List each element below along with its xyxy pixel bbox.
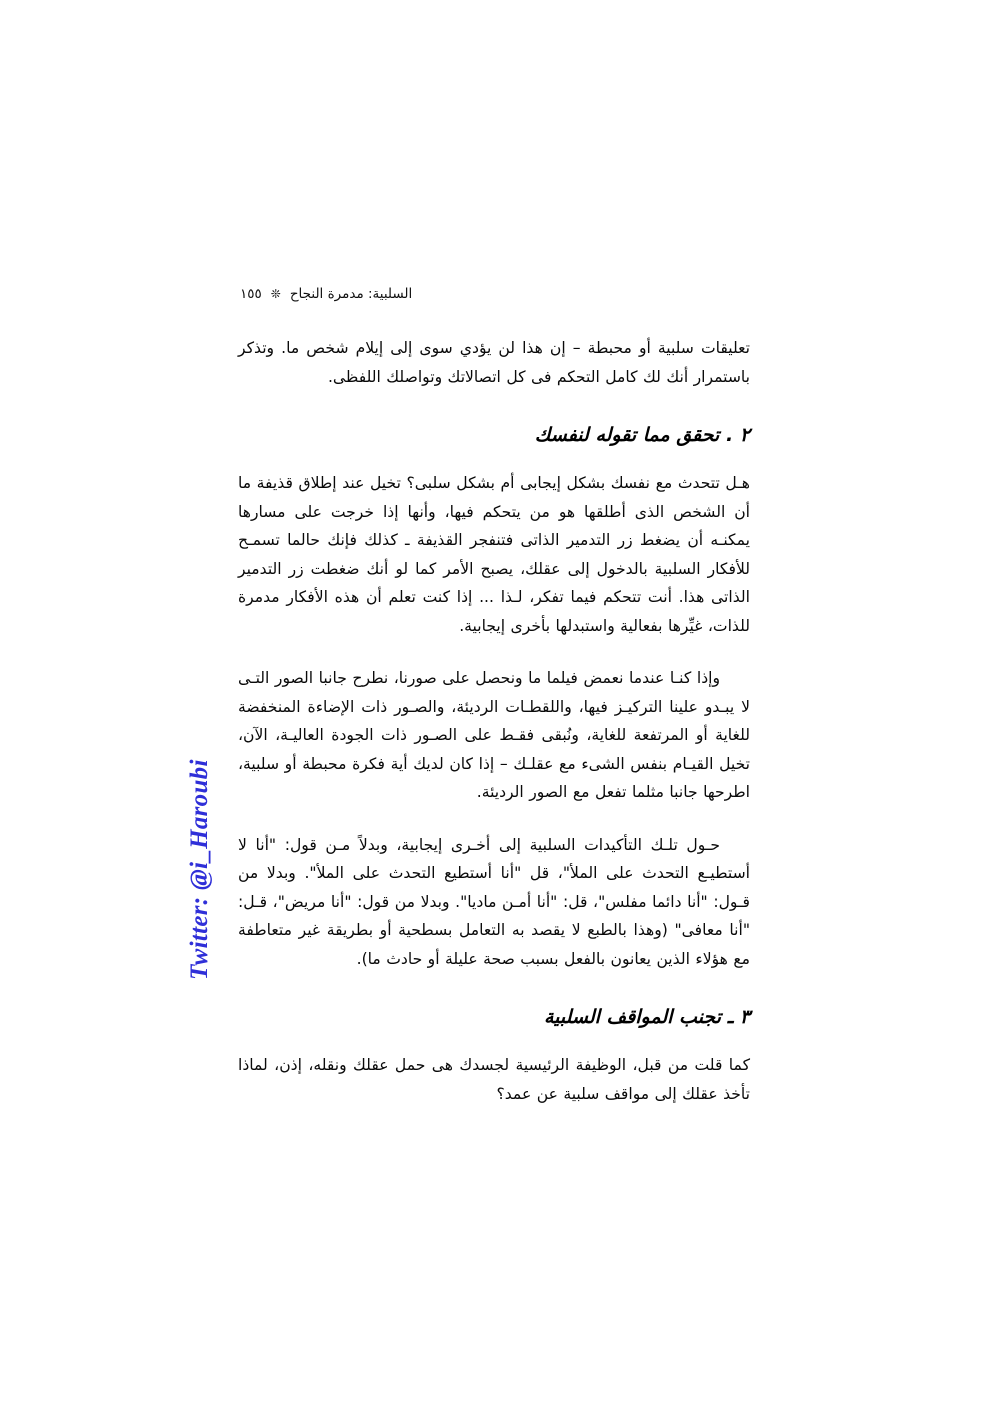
page-number: ١٥٥: [240, 286, 262, 302]
page-content-column: [238, 284, 750, 1108]
running-head: [238, 284, 750, 304]
paragraph-self-talk: هـل تتحدث مع نفسك بشكل إيجابى أم بشكل سلبى؟ تخيل عند إطلاق قذيفة ما أن الشخص الذى أطلقها هو من يتحكم فيها، وأنها إذا خرجت على مسارها يمكنـه أن يضغط زر التدمير الذاتى فتنفجر القذيفة ـ كذلك فإنك حالما تسمـح للأفكار السلبية بالدخول إلى عقلك، يصبح الأمر كما لو أنك ضغطت زر التدمير الذاتى هذا. أنت تتحكم فيما تفكر، لـذا ... إذا كنت تعلم أن هذه الأفكار مدمرة للذات، غيِّرها بفعالية واستبدلها بأخرى إيجابية.: [238, 474, 750, 635]
paragraph-continuation: تعليقات سلبية أو محبطة – إن هذا لن يؤدي سوى إلى إيلام شخص ما. وتذكر باستمرار أنك لك كامل التحكم فى كل اتصالاتك وتواصلك اللفظى.: [238, 339, 750, 386]
flower-ornament-icon: ❊: [270, 287, 281, 301]
section-heading-3: ٣ ـ تجنب المواقف السلبية: [543, 1006, 750, 1028]
running-head-title: السلبية: مدمرة النجاح: [289, 286, 413, 302]
section-heading-2: ٢ . تحقق مما تقوله لنفسك: [534, 424, 750, 446]
paragraph-affirmations: حـول تلـك التأكيدات السلبية إلى أخـرى إيجابية، وبدلاً مـن قول: "أنا لا أستطيـع التحدث على الملأ"، قل "أنا أستطيع التحدث على الملأ". وبدلا من قـول: "أنا دائما مفلس"، قل: "أنا أمـن ماديا". وبدلا من قول: "أنا مريض"، قـل: "أنا معافى" (وهذا بالطبع لا يقصد به التعامل بسطحية أو بطريقة غير متعاطفة مع هؤلاء الذين يعانون بالفعل بسبب صحة عليلة أو حادث ما).: [238, 835, 750, 968]
paragraph-avoid-negative-situations: كما قلت من قبل، الوظيفة الرئيسية لجسدك هى حمل عقلك ونقله، إذن، لماذا تأخذ عقلك إلى مواقف سلبية عن عمد؟: [238, 1056, 750, 1103]
paragraph-photos-analogy: وإذا كنـا عندما نعمض فيلما ما ونحصل على صورنا، نطرح جانبا الصور التـى لا يبـدو علينا التركيـز فيها، واللقطـات الرديئة، والصـور ذات الإضاءة المنخفضة للغاية أو المرتفعة للغاية، ونُبقى فقـط على الصـور ذات الجودة العاليـة، الآن، تخيل القيـام بنفس الشىء مع عقلـك – إذا كان لديك أية فكرة محبطة أو سلبية، اطرحها جانبا مثلما تفعل مع الصور الرديئة.: [238, 669, 750, 801]
twitter-handle-watermark: Twitter: @i_Haroubi: [186, 759, 213, 980]
